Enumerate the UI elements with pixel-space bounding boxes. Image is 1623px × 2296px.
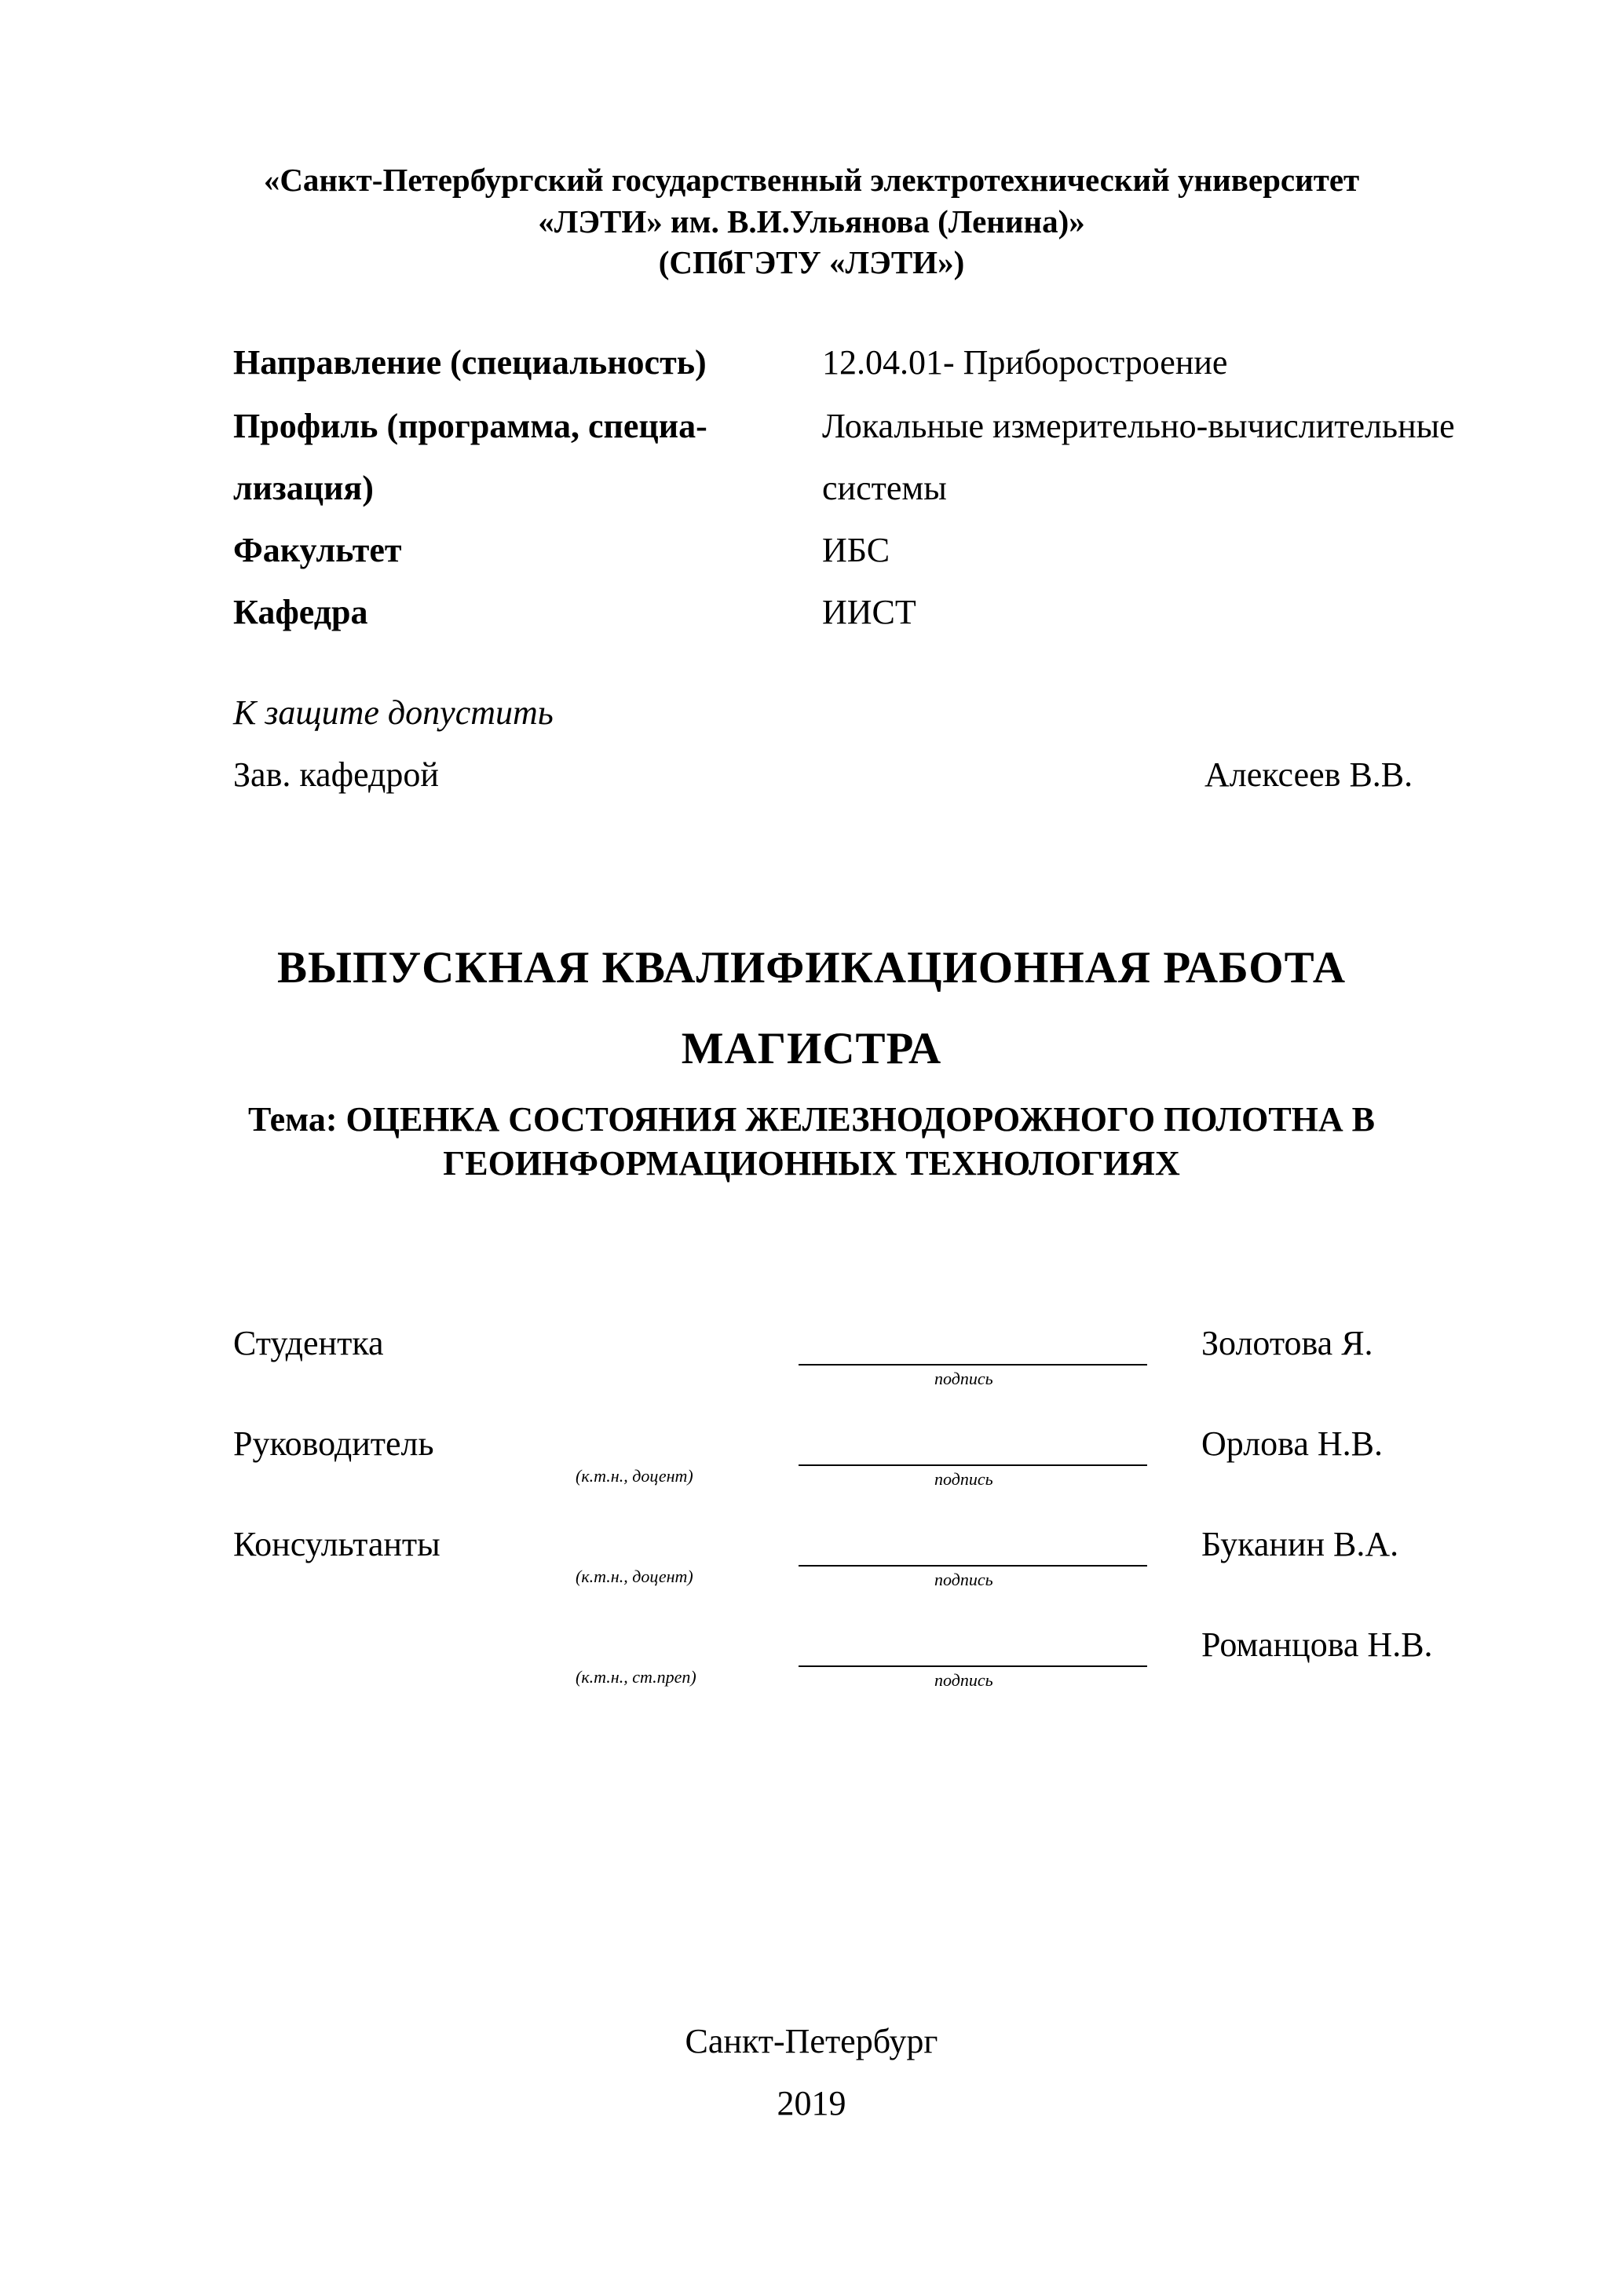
signature-line: [799, 1565, 1147, 1567]
work-title-line1: ВЫПУСКНАЯ КВАЛИФИКАЦИОННАЯ РАБОТА: [276, 943, 1346, 993]
signature-name: Романцова Н.В.: [1201, 1625, 1433, 1664]
approval-caption: К защите допустить: [233, 693, 554, 732]
info-label-direction: Направление (специальность): [233, 343, 707, 382]
topic-line1: Тема: ОЦЕНКА СОСТОЯНИЯ ЖЕЛЕЗНОДОРОЖНОГО ПОЛОТНА В: [247, 1100, 1376, 1139]
footer-city: Санкт-Петербург: [685, 2022, 938, 2060]
topic-line2: ГЕОИНФОРМАЦИОННЫХ ТЕХНОЛОГИЯХ: [443, 1144, 1180, 1183]
university-name-line1: «Санкт-Петербургский государственный электротехнический университет: [263, 162, 1360, 198]
signature-degree: (к.т.н., доцент): [576, 1466, 693, 1486]
signature-caption: подпись: [934, 1469, 993, 1489]
signature-name: Орлова Н.В.: [1201, 1424, 1383, 1463]
footer-year: 2019: [777, 2084, 846, 2122]
signature-role: Студентка: [233, 1324, 384, 1362]
signature-role: Консультанты: [233, 1525, 440, 1563]
signature-line: [799, 1364, 1147, 1366]
info-value-profile: Локальные измерительно-вычислительные: [822, 407, 1455, 445]
info-label-profile-cont: лизация): [233, 469, 374, 507]
signature-degree: (к.т.н., доцент): [576, 1567, 693, 1586]
signature-caption: подпись: [934, 1670, 993, 1690]
info-label-faculty: Факультет: [233, 531, 402, 569]
work-title-line2: МАГИСТРА: [681, 1024, 942, 1073]
info-value-direction: 12.04.01- Приборостроение: [822, 343, 1228, 382]
info-value-profile-cont: системы: [822, 469, 947, 507]
signature-role: Руководитель: [233, 1424, 434, 1463]
info-label-department: Кафедра: [233, 593, 368, 631]
approval-name: Алексеев В.В.: [1204, 755, 1413, 794]
approval-role: Зав. кафедрой: [233, 755, 439, 794]
info-value-faculty: ИБС: [822, 531, 890, 569]
university-abbr: (СПбГЭТУ «ЛЭТИ»): [658, 244, 965, 280]
signature-line: [799, 1464, 1147, 1466]
signature-caption: подпись: [934, 1570, 993, 1589]
university-name-line2: «ЛЭТИ» им. В.И.Ульянова (Ленина)»: [538, 203, 1085, 239]
info-label-profile: Профиль (программа, специа-: [233, 407, 707, 445]
signature-degree: (к.т.н., ст.преп): [576, 1667, 696, 1687]
signature-caption: подпись: [934, 1369, 993, 1388]
info-value-department: ИИСТ: [822, 593, 916, 631]
signature-line: [799, 1665, 1147, 1667]
signature-name: Буканин В.А.: [1201, 1525, 1399, 1563]
signature-name: Золотова Я.: [1201, 1324, 1373, 1362]
